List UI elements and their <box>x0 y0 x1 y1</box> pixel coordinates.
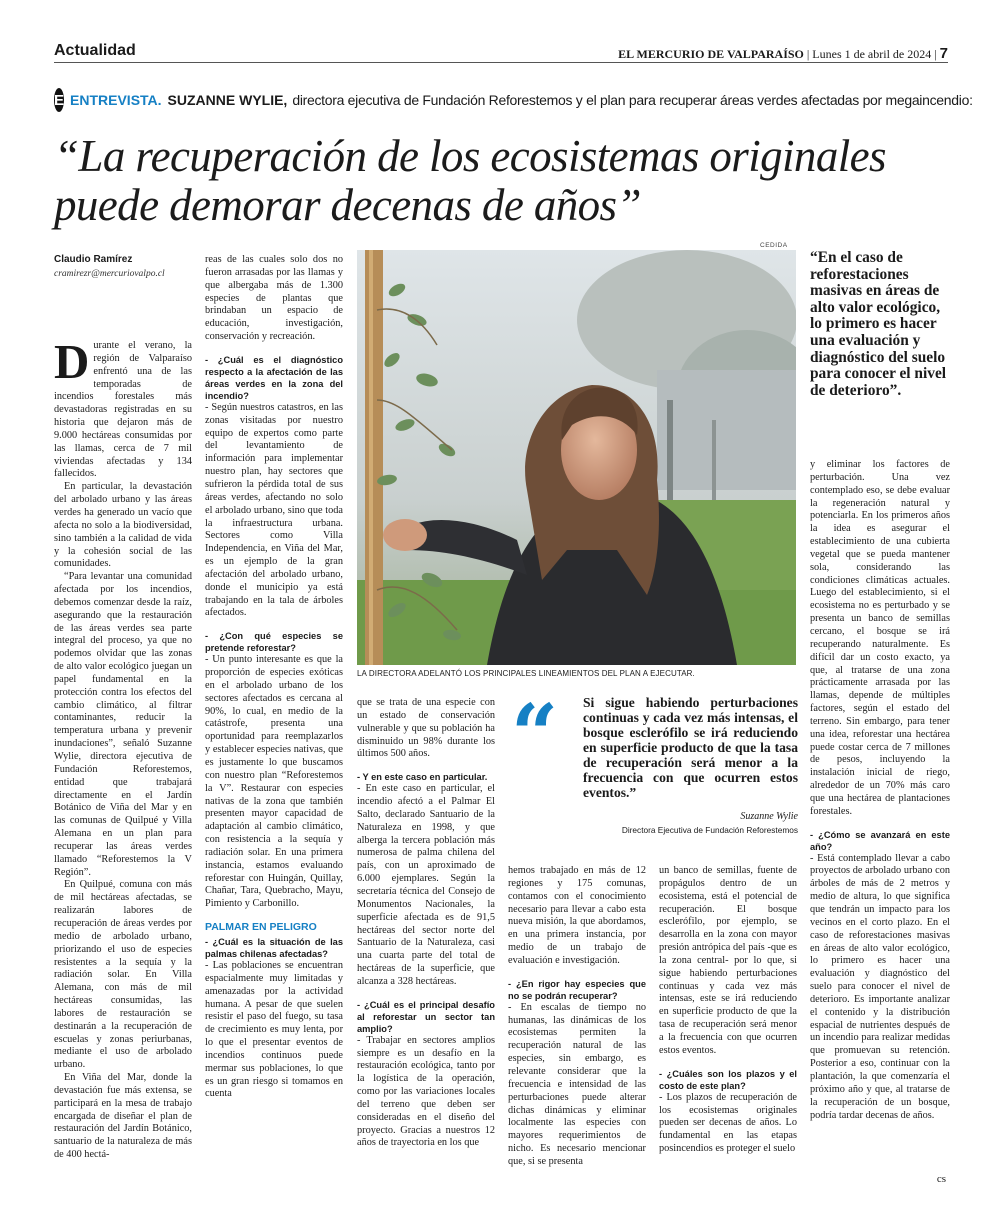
headline: “La recuperación de los ecosistemas originales puede demorar decenas de años” <box>54 131 886 230</box>
question: - ¿En rigor hay especies que no se podrán recuperar? <box>508 978 646 1001</box>
author-name: Claudio Ramírez <box>54 254 133 265</box>
page-number: 7 <box>939 45 948 62</box>
question: - Y en este caso en particular. <box>357 772 488 783</box>
answer: - Está contemplado llevar a cabo proyectos de arbolado urbano con árboles de más de 2 metros y medio de altura, lo que significa que tendrán un impacto para los vecinos en el corto plazo. En el caso de reforestaciones masivas en áreas de alto valor ecológico, lo primero es hacer una evaluación y diagnóstico del suelo para conocer el nivel de deterioro. Es importante analizar el contenido y la distribución espacial de nutrientes después de un incendio para realizar medidas que promuevan su retención. Posterior a eso, continuar con la plantación, la que comenzaría el próximo año y que, al tratarse de la recuperación de un bosque, podría tardar decenas de años. <box>810 852 950 1121</box>
question: - ¿Cuáles son los plazos y el costo de este plan? <box>659 1068 797 1091</box>
answer: - Un punto interesante es que la proporción de especies exóticas en el arbolado urbano de los sectores afectados es cercana al 90%, lo cual, en medio de la catástrofe, presenta una oportunidad para reemplazarlos y establecer especies nativas, que es justamente lo que buscamos con nuestro plan “Reforestemos la V”. Restaurar con especies nativas de la zona que también presenten mayor capacidad de adaptación al cambio climático, con resistencia a la sequía y radiación solar. En una primera instancia, estamos evaluando reforestar con Huingán, Quillay, Chañar, Tara, Quebracho, Mayu, Pimiento y Carbonillo. <box>205 654 343 910</box>
feature-quote-text: Si sigue habiendo perturbaciones continuas y cada vez más intensas, el bosque esclerófilo se irá reduciendo en superficie producto de que la tasa de recuperación será menor a la frecuencia con que ocurren estos eventos.” <box>583 695 798 800</box>
issue-date: Lunes 1 de abril de 2024 <box>812 47 932 61</box>
question: - ¿Cuál es el diagnóstico respecto a la afectación de las áreas verdes en la zona del incendio? <box>205 354 343 401</box>
author-email[interactable]: cramirezr@mercuriovalpo.cl <box>54 269 165 279</box>
answer: - En escalas de tiempo no humanas, las dinámicas de los ecosistemas permiten la recuperación natural de las especies, sin embargo, es relevante considerar que la frecuencia e intensidad de las perturbaciones puede alterar dichas dinámicas y eliminar localmente las especies con mayores requerimientos de nicho. Es necesario mencionar que, si se presenta <box>508 1001 646 1167</box>
masthead-info: EL MERCURIO DE VALPARAÍSO | Lunes 1 de abril de 2024 | 7 <box>618 45 948 62</box>
paragraph: urante el verano, la región de Valparaíso enfrentó una de las temporadas de incendios forestales más devastadoras registradas en su historia que dejaron más de 9.000 hectáreas consumidas por las llamas, cerca de 7 mil viviendas afectadas y 134 fallecidos. <box>54 340 192 480</box>
interview-photo <box>357 250 796 665</box>
paragraph: En Quilpué, comuna con más de mil hectáreas afectadas, se realizarán labores de recuperación de áreas verdes por medio de arbolado urbano, priorizando el uso de especies resistentes a la sequía y la radiación solar. En Villa Alemana, con más de mil hectáreas consumidas, las labores de restauración se destinarán a la recuperación de escuelas y zonas periurbanas, mediante el uso de arbolado urbano. <box>54 879 192 1071</box>
photo-credit: CEDIDA <box>760 242 788 249</box>
paragraph: reas de las cuales solo dos no fueron arrasadas por las llamas y que albergaba más de 1.300 especies de plantas que brindaban un espacio de educación, investigación, conservación y recreación. <box>205 254 343 343</box>
paragraph: que se trata de una especie con un estado de conservación vulnerable y que su población ha disminuido un 98% durante los últimos 500 años. <box>357 697 495 760</box>
article-column-3 <box>357 697 495 1185</box>
feature-quote-name: Suzanne Wylie <box>740 811 798 822</box>
quote-mark-icon: “ <box>511 687 559 783</box>
question: - ¿Cuál es el principal desafío al reforestar un sector tan amplio? <box>357 999 495 1034</box>
paragraph: En particular, la devastación del arbolado urbano y las áreas verdes ha generado un vacío que afecta no solo a la biodiversidad, sino también a la calidad de vida y la cohesión social de las comunidades. <box>54 481 192 570</box>
paragraph: un banco de semillas, fuente de propágulos dentro de un ecosistema, está el potencial de recuperación. El bosque esclerófilo, por ejemplo, se desarrolla en la zona con mayor presión antrópica del país -que es la zona central- por lo que, si sigue habiendo perturbaciones continuas y cada vez más intensas, este se irá reduciendo en superficie producto de que la tasa de recuperación será menor a la frecuencia con que ocurren estos eventos. <box>659 865 797 1056</box>
article-column-2 <box>205 254 343 1185</box>
answer: - Según nuestros catastros, en las zonas visitadas por nuestro equipo de expertos como parte del levantamiento de información para implementar nuestro plan, hay sectores que sufrieron la pérdida total de sus áreas verdes, afectando no solo el arbolado urbano, sino que toda la infraestructura urbana. Sectores como Villa Independencia, en Viña del Mar, es un ejemplo de la gran afectación del arbolado urbano, donde el municipio ya está trabajando en la tala de árboles afectados. <box>205 401 343 619</box>
pull-quote: “En el caso de reforestaciones masivas en áreas de alto valor ecológico, lo primero es hacer una evaluación y diagnóstico del suelo para conocer el nivel de deterioro”. <box>810 249 947 399</box>
article-column-5 <box>659 865 797 1185</box>
question: - ¿Con qué especies se pretende reforestar? <box>205 631 343 654</box>
kicker <box>54 88 973 112</box>
paragraph: En Viña del Mar, donde la devastación fue más extensa, se participará en la mesa de trabajo encargada de diseñar el plan de restauración del Jardín Botánico, santuario de la naturaleza de más de 400 hectá- <box>54 1072 192 1161</box>
answer: - Trabajar en sectores amplios siempre es un desafío en la restauración ecológica, tanto por la logística de la operación, como por las variaciones locales del terreno que deben ser consideradas en el diseño del proyecto. Gracias a nuestros 12 años de trayectoria en los que <box>357 1034 495 1149</box>
header-rule <box>54 62 948 63</box>
kicker-label: ENTREVISTA. <box>70 92 162 108</box>
answer: - Los plazos de recuperación de los ecosistemas originales pueden ser decenas de años. Lo fundamental en las etapas posincendios es proteger el suelo <box>659 1091 797 1155</box>
kicker-description: directora ejecutiva de Fundación Reforestemos y el plan para recuperar áreas verdes afectadas por megaincendio: <box>292 92 973 108</box>
end-mark-icon: cs <box>936 1173 946 1185</box>
subheading: PALMAR EN PELIGRO <box>205 921 317 934</box>
paragraph: hemos trabajado en más de 12 regiones y 175 comunas, contamos con el conocimiento necesario para llevar a cabo esta nueva misión, la que abordamos, en una primera instancia, por medio de un trabajo de evaluación e investigación. <box>508 865 646 966</box>
feature-quote-role: Directora Ejecutiva de Fundación Reforestemos <box>621 825 798 835</box>
question: - ¿Cómo se avanzará en este año? <box>810 829 950 852</box>
interview-badge: E <box>54 88 64 112</box>
article-column-6 <box>810 459 950 1185</box>
drop-cap: D <box>54 340 90 389</box>
paragraph: y eliminar los factores de perturbación. Una vez contemplado eso, se debe evaluar la regeneración natural y potenciarla. En los primeros años la idea es asegurar el establecimiento de una cubierta vegetal que se pueda mantener sola, considerando las condiciones climáticas actuales. Luego del establecimiento, si el ecosistema no es perturbado y se presenta un banco de semillas cercano, el bosque se irá recuperando naturalmente. Es difícil dar un costo exacto, ya que, al tratarse de una zona prácticamente arrasada por las llamas, depende de múltiples factores, según el estado del terreno. Sin embargo, para tener una idea, reforestar una hectárea puede costar cerca de 7 millones de pesos, incluyendo la instalación inicial de riego, alrededor de un 70% más caro que una hectárea de plantaciones forestales. <box>810 459 950 817</box>
section-label: Actualidad <box>54 42 136 59</box>
kicker-name: SUZANNE WYLIE, <box>167 92 288 108</box>
article-column-1 <box>54 340 192 1185</box>
newspaper-name: EL MERCURIO DE VALPARAÍSO <box>618 47 804 61</box>
paragraph: “Para levantar una comunidad afectada por los incendios, debemos comenzar desde la raíz, asegurando que la restauración de las áreas verdes sea parte integral del proceso, ya que no podemos olvidar que las zonas de alto valor ecológico juegan un papel fundamental en la protección contra los efectos del cambio climático, al filtrar contaminantes, reducir la temperatura urbana y prevenir inundaciones”, señaló Suzanne Wylie, directora ejecutiva de Fundación Reforestemos, entidad que trabajará directamente en el Jardín Botánico de Viña del Mar y en las comunas de Quilpué y Villa Alemana en un plan para recuperar las áreas verdes llamado “Reforestemos la V Región”. <box>54 571 192 878</box>
photo-illustration <box>357 250 796 665</box>
article-column-4 <box>508 865 646 1185</box>
answer: - Las poblaciones se encuentran espacialmente muy limitadas y amenazadas por la actividad humana. A pesar de que suelen resistir el paso del fuego, su tasa de crecimiento es muy lenta, por lo que el presentar eventos de incendios continuos puede mermar sus poblaciones, lo que es un gran riesgo si tomamos en cuenta <box>205 959 343 1100</box>
photo-caption: LA DIRECTORA ADELANTÓ LOS PRINCIPALES LINEAMIENTOS DEL PLAN A EJECUTAR. <box>357 669 695 678</box>
answer: - En este caso en particular, el incendio afectó a el Palmar El Salto, declarado Santuario de la Naturaleza en 1998, y que alberga la tercera población más numerosa de palma chilena del país, con un aproximado de 6.000 ejemplares. Según la secretaría técnica del Consejo de Monumentos Nacionales, la superficie afectada es de 91,5 hectáreas del sector norte del Santuario de la Naturaleza, casi una cuarta parte del total de hectáreas de la superficie, que alcanza a 328 hectáreas. <box>357 783 495 987</box>
question: - ¿Cuál es la situación de las palmas chilenas afectadas? <box>205 936 343 959</box>
